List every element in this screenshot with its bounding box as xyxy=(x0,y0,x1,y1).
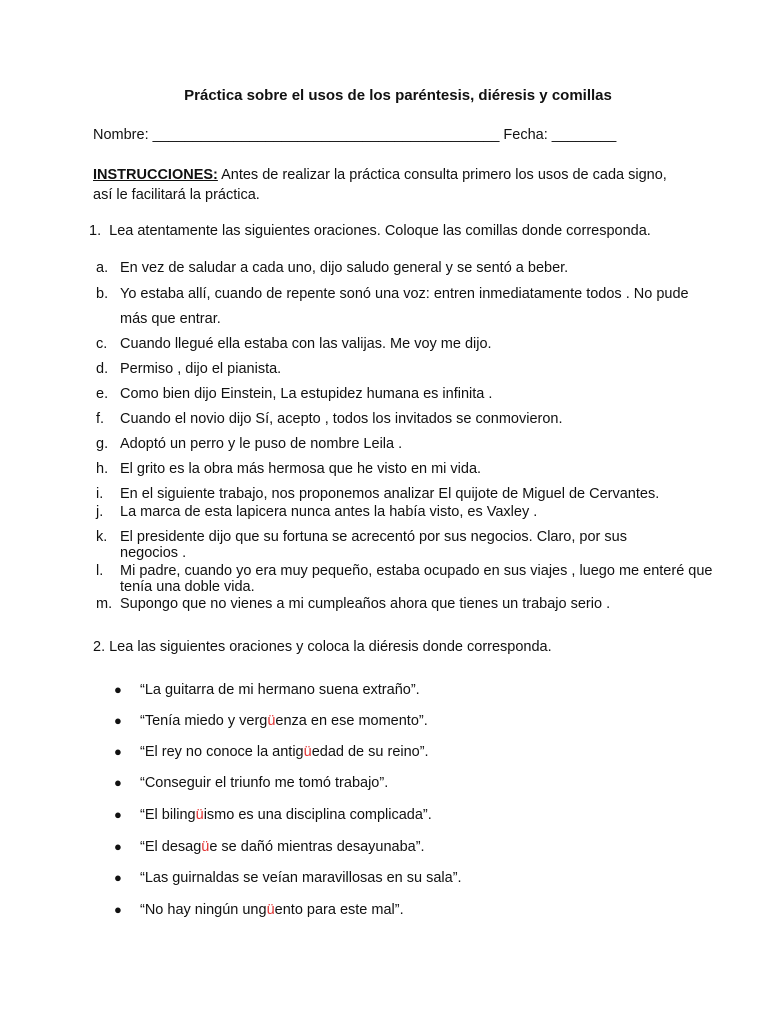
list-item: f. Cuando el novio dijo Sí, acepto , todos los invitados se conmovieron. xyxy=(96,411,563,427)
list-item: k. El presidente dijo que su fortuna se acrecentó por sus negocios. Claro, por sus negocios . xyxy=(96,529,627,561)
list-item: j. La marca de esta lapicera nunca antes la había visto, es Vaxley . xyxy=(96,504,538,520)
list-item: d. Permiso , dijo el pianista. xyxy=(96,361,282,377)
list-item: ● “El rey no conoce la antig ü edad de su reino”. xyxy=(114,744,429,760)
instructions-label: INSTRUCCIONES: xyxy=(93,167,218,183)
list-item: ● “Tenía miedo y verg ü enza en ese momento”. xyxy=(114,713,428,729)
list-item: e. Como bien dijo Einstein, La estupidez humana es infinita . xyxy=(96,386,493,402)
list-item: ● “La guitarra de mi hermano suena extraño”. xyxy=(114,682,420,698)
list-item: m. Supongo que no vienes a mi cumpleaños ahora que tienes un trabajo serio . xyxy=(96,596,611,612)
list-item: a. En vez de saludar a cada uno, dijo saludo general y se sentó a beber. xyxy=(96,260,569,276)
page-title: Práctica sobre el usos de los paréntesis, diéresis y comillas xyxy=(184,87,612,104)
instructions xyxy=(93,165,673,205)
instructions-text: Antes de realizar la práctica consulta primero los usos de cada signo, así le facilitará la práctica. xyxy=(93,167,667,203)
bullet-icon: ● xyxy=(114,775,122,790)
list-item: h. El grito es la obra más hermosa que he visto en mi vida. xyxy=(96,461,482,477)
list-item: ● “Las guirnaldas se veían maravillosas en su sala”. xyxy=(114,870,462,886)
bullet-icon: ● xyxy=(114,807,122,822)
list-item: g. Adoptó un perro y le puso de nombre Leila . xyxy=(96,436,403,452)
section-2-heading: 2. Lea las siguientes oraciones y coloca la diéresis donde corresponda. xyxy=(93,639,552,655)
list-item: ● “No hay ningún ung ü ento para este mal”. xyxy=(114,902,404,918)
name-date-line: Nombre: ___________________________________________ Fecha: ________ xyxy=(93,127,617,143)
list-item: ● “Conseguir el triunfo me tomó trabajo”. xyxy=(114,775,389,791)
section-1-heading: 1. Lea atentamente las siguientes oraciones. Coloque las comillas donde corresponda. xyxy=(89,223,651,239)
list-item: ● “El desag ü e se dañó mientras desayunaba”. xyxy=(114,839,425,855)
list-item: ● “El biling ü ismo es una disciplina complicada”. xyxy=(114,807,432,823)
bullet-icon: ● xyxy=(114,839,122,854)
list-item: c. Cuando llegué ella estaba con las valijas. Me voy me dijo. xyxy=(96,336,492,352)
bullet-icon: ● xyxy=(114,713,122,728)
list-item: b. Yo estaba allí, cuando de repente sonó una voz: entren inmediatamente todos . No pude más que entrar. xyxy=(96,286,689,327)
list-item: i. En el siguiente trabajo, nos proponemos analizar El quijote de Miguel de Cervantes. xyxy=(96,486,660,502)
list-item: l. Mi padre, cuando yo era muy pequeño, estaba ocupado en sus viajes , luego me enteré que tenía una doble vida. xyxy=(96,563,713,595)
bullet-icon: ● xyxy=(114,682,122,697)
bullet-icon: ● xyxy=(114,870,122,885)
bullet-icon: ● xyxy=(114,902,122,917)
bullet-icon: ● xyxy=(114,744,122,759)
